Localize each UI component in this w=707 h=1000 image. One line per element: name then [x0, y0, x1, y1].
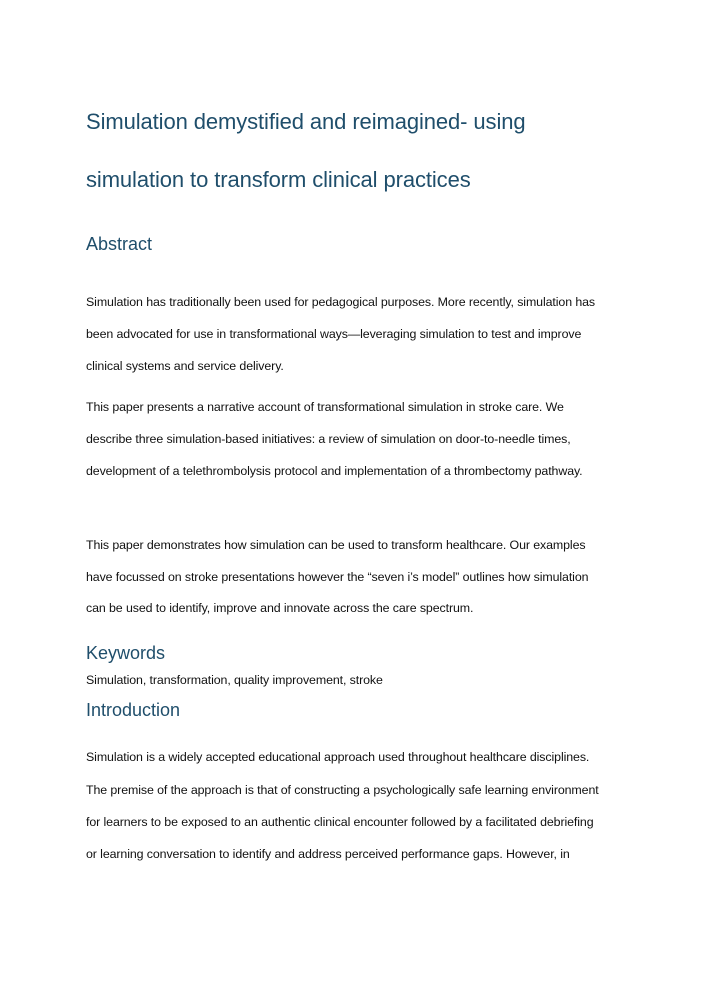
- intro-p1-line-3: for learners to be exposed to an authentic clinical encounter followed by a facilitated debriefing: [86, 815, 594, 829]
- introduction-heading: Introduction: [86, 700, 181, 720]
- abstract-p3-line-1: This paper demonstrates how simulation can be used to transform healthcare. Our examples: [86, 538, 586, 552]
- abstract-p2-line-3: development of a telethrombolysis protocol and implementation of a thrombectomy pathway.: [86, 464, 583, 478]
- abstract-p2-line-2: describe three simulation-based initiatives: a review of simulation on door-to-needle times,: [86, 432, 571, 446]
- abstract-p1-line-2: been advocated for use in transformational ways—leveraging simulation to test and improve: [86, 327, 582, 341]
- abstract-p1-line-3: clinical systems and service delivery.: [86, 359, 284, 373]
- document-page: [86, 0, 626, 1000]
- intro-p1-line-4: or learning conversation to identify and address perceived performance gaps. However, in: [86, 847, 570, 861]
- abstract-p2-line-1: This paper presents a narrative account of transformational simulation in stroke care. We: [86, 400, 564, 414]
- abstract-p3-line-2: have focussed on stroke presentations however the “seven i’s model” outlines how simulation: [86, 570, 589, 584]
- intro-p1-line-2: The premise of the approach is that of constructing a psychologically safe learning environment: [86, 783, 599, 797]
- abstract-p1-line-1: Simulation has traditionally been used for pedagogical purposes. More recently, simulation has: [86, 295, 596, 309]
- title-line-1: Simulation demystified and reimagined- using: [86, 109, 526, 134]
- intro-p1-line-1: Simulation is a widely accepted educational approach used throughout healthcare disciplines.: [86, 750, 590, 764]
- title-line-2: simulation to transform clinical practices: [86, 167, 471, 192]
- keywords-heading: Keywords: [86, 643, 166, 663]
- abstract-p3-line-3: can be used to identify, improve and innovate across the care spectrum.: [86, 601, 474, 615]
- keywords-text: Simulation, transformation, quality improvement, stroke: [86, 673, 383, 687]
- abstract-heading: Abstract: [86, 234, 153, 254]
